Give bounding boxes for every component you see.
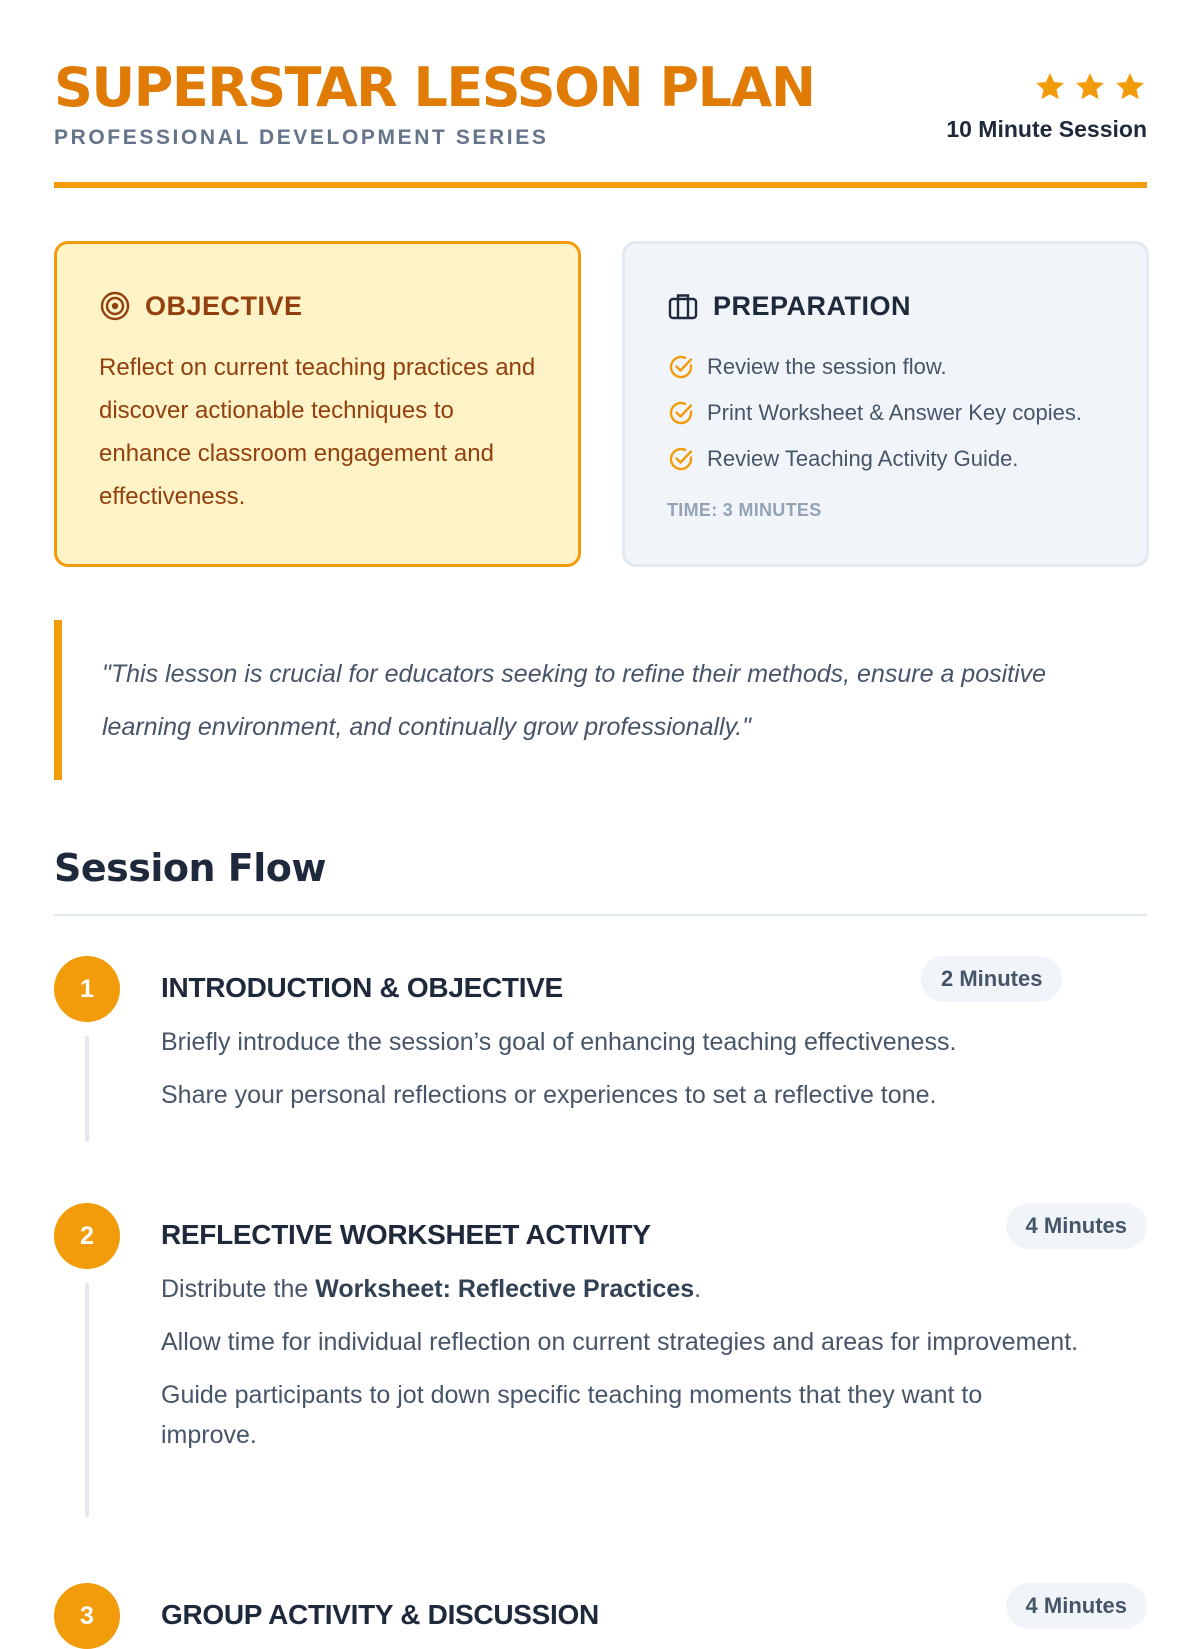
objective-text: Reflect on current teaching practices and discover actionable techniques to enhance classroom engagement and effectiveness. xyxy=(99,354,536,510)
step-connector xyxy=(85,1283,89,1517)
step-line-text: . xyxy=(694,1275,702,1303)
session-step xyxy=(54,1583,1147,1630)
step-duration-badge: 4 Minutes xyxy=(1006,1203,1147,1249)
star-icon xyxy=(1073,70,1107,104)
step-description xyxy=(161,1022,1081,1128)
preparation-item xyxy=(667,436,1104,482)
preparation-item-label: Review Teaching Activity Guide. xyxy=(707,446,1019,471)
step-duration-badge: 4 Minutes xyxy=(1006,1583,1147,1629)
step-title: INTRODUCTION & OBJECTIVE xyxy=(161,972,563,1003)
session-length: 10 Minute Session xyxy=(946,116,1147,142)
step-line: Allow time for individual reflection on current strategies and areas for improvement. xyxy=(161,1328,1079,1356)
preparation-item-label: Review the session flow. xyxy=(707,354,947,379)
lesson-plan-page xyxy=(54,0,1147,1630)
step-number: 3 xyxy=(54,1583,120,1649)
step-line: Guide participants to jot down specific teaching moments that they want to improve. xyxy=(161,1381,983,1449)
rating-stars xyxy=(1033,70,1147,104)
briefcase-icon xyxy=(667,290,699,322)
session-step xyxy=(54,1203,1147,1523)
step-line xyxy=(161,1269,1081,1309)
check-circle-icon xyxy=(667,399,695,427)
section-divider xyxy=(54,914,1147,916)
page-header xyxy=(54,56,1147,188)
step-description xyxy=(161,1269,1081,1468)
step-duration-badge: 2 Minutes xyxy=(921,956,1062,1002)
step-connector xyxy=(85,1036,89,1142)
objective-title: OBJECTIVE xyxy=(145,290,303,321)
step-line: Share your personal reflections or experiences to set a reflective tone. xyxy=(161,1081,937,1109)
preparation-item-label: Print Worksheet & Answer Key copies. xyxy=(707,400,1082,425)
target-icon xyxy=(99,290,131,322)
worksheet-name: Worksheet: Reflective Practices xyxy=(315,1275,695,1303)
step-number: 1 xyxy=(54,956,120,1022)
page-title: SUPERSTAR LESSON PLAN xyxy=(54,56,815,119)
session-flow-title: Session Flow xyxy=(54,846,326,890)
quote-text: "This lesson is crucial for educators seeking to refine their methods, ensure a positive learning environment, and continually grow professionally." xyxy=(102,660,1047,741)
preparation-card xyxy=(622,241,1149,567)
step-line-text: Distribute the xyxy=(161,1275,316,1303)
preparation-title: PREPARATION xyxy=(713,290,912,321)
check-circle-icon xyxy=(667,445,695,473)
objective-card xyxy=(54,241,581,567)
preparation-list xyxy=(667,344,1104,482)
preparation-item xyxy=(667,390,1104,436)
star-icon xyxy=(1033,70,1067,104)
preparation-item xyxy=(667,344,1104,390)
preparation-time: TIME: 3 MINUTES xyxy=(667,500,822,520)
objective-header xyxy=(99,288,536,324)
step-line: Briefly introduce the session’s goal of enhancing teaching effectiveness. xyxy=(161,1028,957,1056)
star-icon xyxy=(1113,70,1147,104)
session-step xyxy=(54,956,1147,1136)
step-title: GROUP ACTIVITY & DISCUSSION xyxy=(161,1599,599,1630)
page-subtitle: PROFESSIONAL DEVELOPMENT SERIES xyxy=(54,126,549,149)
step-title: REFLECTIVE WORKSHEET ACTIVITY xyxy=(161,1219,651,1250)
step-number: 2 xyxy=(54,1203,120,1269)
lesson-quote xyxy=(54,620,1147,780)
check-circle-icon xyxy=(667,353,695,381)
preparation-header xyxy=(667,288,1104,324)
